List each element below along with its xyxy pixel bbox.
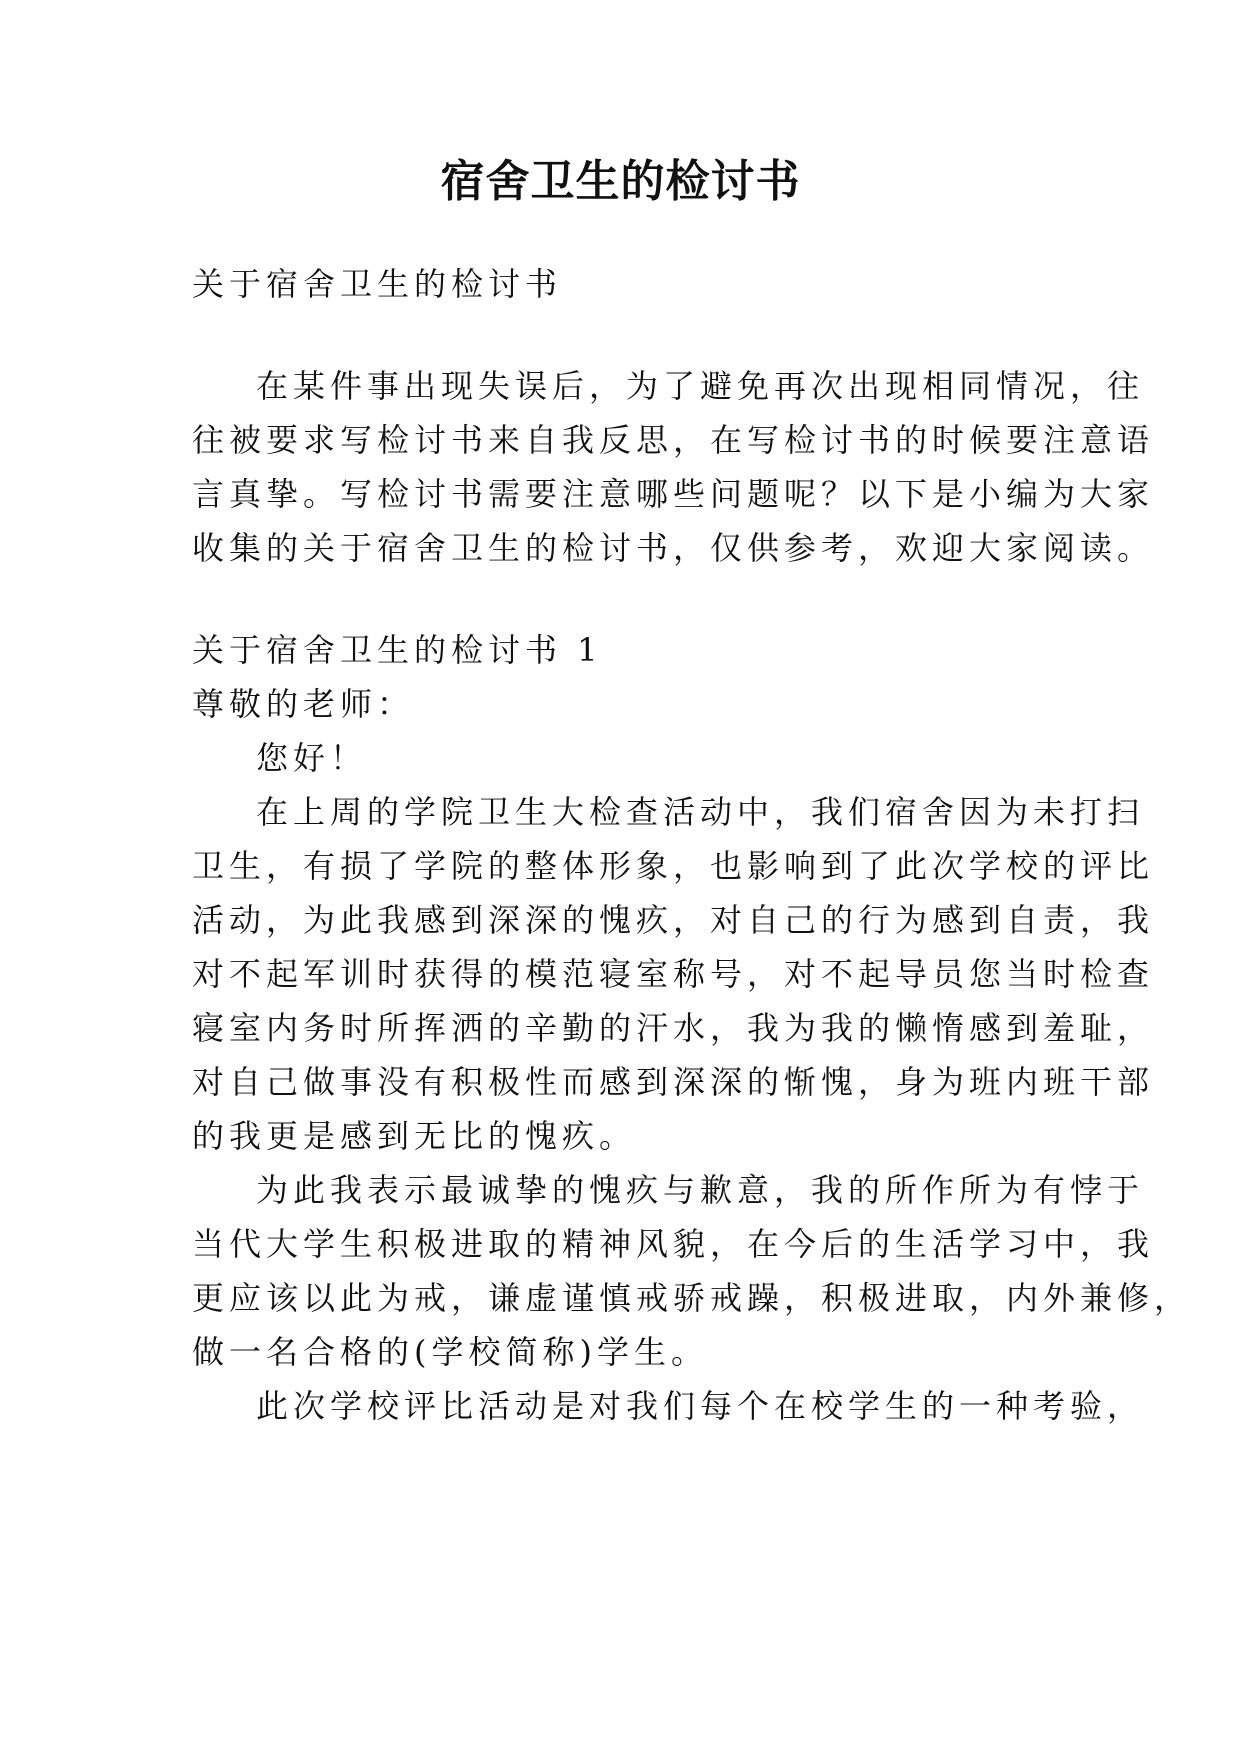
document-title: 宿舍卫生的检讨书	[440, 156, 801, 207]
intro-line-2: 往被要求写检讨书来自我反思，在写检讨书的时候要注意语	[192, 421, 1155, 459]
paragraph2-line-2: 当代大学生积极进取的精神风貌，在今后的生活学习中，我	[192, 1225, 1155, 1263]
paragraph1-line-1: 在上周的学院卫生大检查活动中，我们宿舍因为未打扫	[256, 793, 1145, 831]
paragraph1-line-6: 对自己做事没有积极性而感到深深的惭愧，身为班内班干部	[192, 1063, 1155, 1101]
intro-line-4: 收集的关于宿舍卫生的检讨书，仅供参考，欢迎大家阅读。	[192, 529, 1155, 567]
paragraph1-line-5: 寝室内务时所挥洒的辛勤的汗水，我为我的懒惰感到羞耻，	[192, 1009, 1155, 1047]
document-subtitle: 关于宿舍卫生的检讨书	[192, 265, 563, 303]
paragraph1-line-2: 卫生，有损了学院的整体形象，也影响到了此次学校的评比	[192, 847, 1155, 885]
intro-line-3: 言真挚。写检讨书需要注意哪些问题呢？以下是小编为大家	[192, 475, 1155, 513]
paragraph1-line-3: 活动，为此我感到深深的愧疚，对自己的行为感到自责，我	[192, 901, 1155, 939]
paragraph2-line-1: 为此我表示最诚挚的愧疚与歉意，我的所作所为有悖于	[256, 1171, 1145, 1209]
paragraph3-line-1: 此次学校评比活动是对我们每个在校学生的一种考验，	[256, 1387, 1145, 1425]
paragraph1-line-7: 的我更是感到无比的愧疚。	[192, 1117, 637, 1155]
intro-line-1: 在某件事出现失误后，为了避免再次出现相同情况，往	[256, 367, 1145, 405]
salutation: 尊敬的老师：	[192, 685, 415, 723]
paragraph2-line-3: 更应该以此为戒，谦虚谨慎戒骄戒躁，积极进取，内外兼修，	[192, 1279, 1192, 1317]
greeting: 您好！	[256, 739, 368, 777]
paragraph2-line-4: 做一名合格的(学校简称)学生。	[192, 1333, 708, 1371]
section-heading: 关于宿舍卫生的检讨书 1	[192, 631, 603, 669]
paragraph1-line-4: 对不起军训时获得的模范寝室称号，对不起导员您当时检查	[192, 955, 1155, 993]
